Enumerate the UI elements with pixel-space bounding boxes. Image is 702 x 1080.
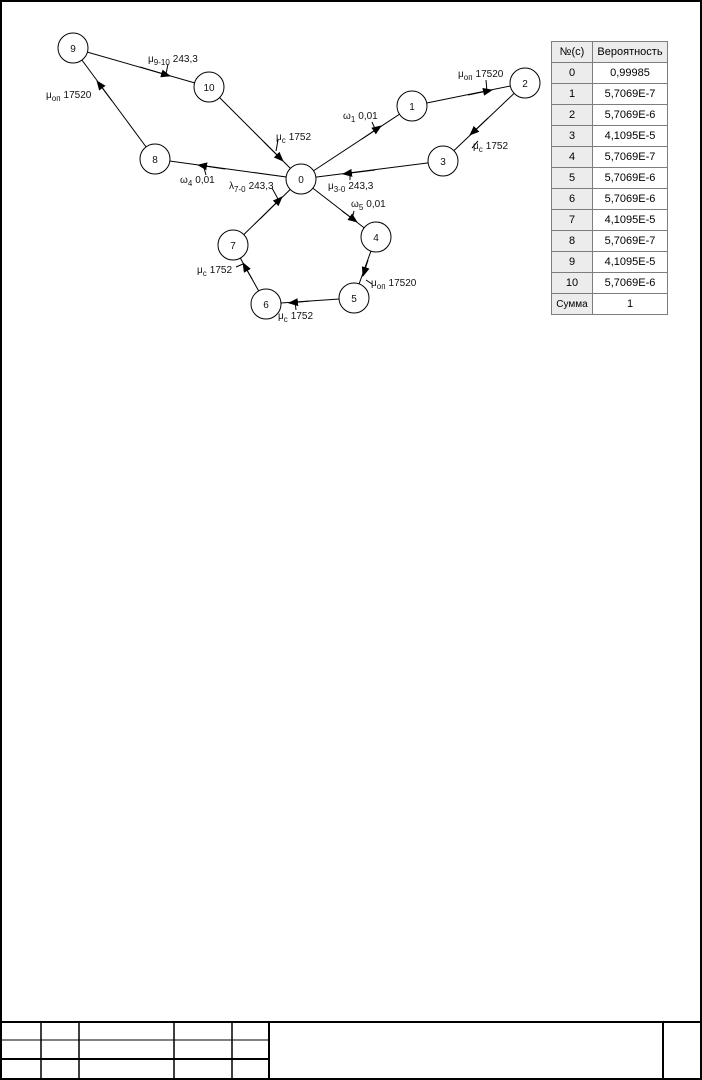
arrow-7-0	[260, 197, 282, 219]
label-mu-c-7: $\mu_c$ 1752	[197, 265, 233, 278]
label-omega-5: $\omega_5$ 0,01	[351, 199, 386, 212]
label-lambda-7-0: $\lambda_{7-0}$ 243,3	[229, 181, 274, 194]
label-mu-on-5: $\mu_{оп}$ 17520	[371, 278, 417, 291]
svg-text:10: 10	[203, 83, 215, 94]
table-row	[552, 105, 668, 126]
state-cell: 8	[552, 231, 593, 252]
svg-text:5: 5	[351, 294, 357, 305]
probability-cell: 4,1095E-5	[593, 126, 668, 147]
state-cell: 3	[552, 126, 593, 147]
arrow-1-2	[468, 90, 492, 95]
arrow-2-3	[470, 118, 488, 135]
title-block	[0, 1021, 702, 1080]
table-row	[552, 147, 668, 168]
svg-text:4: 4	[373, 233, 379, 244]
probability-cell: 5,7069E-7	[593, 231, 668, 252]
table-row	[552, 231, 668, 252]
probability-cell: 5,7069E-7	[593, 84, 668, 105]
table-row	[552, 126, 668, 147]
probability-cell: 5,7069E-6	[593, 168, 668, 189]
probability-cell: 5,7069E-7	[593, 147, 668, 168]
state-cell: 0	[552, 63, 593, 84]
svg-text:2: 2	[522, 79, 528, 90]
state-cell: 10	[552, 273, 593, 294]
label-mu-c-10: $\mu_c$ 1752	[276, 132, 312, 145]
table-row	[552, 189, 668, 210]
node-2	[510, 68, 540, 98]
label-mu-on-9: $\mu_{оп}$ 17520	[46, 90, 92, 103]
node-7	[218, 230, 248, 260]
table-row	[552, 63, 668, 84]
table-header-row	[552, 42, 668, 63]
state-cell: 5	[552, 168, 593, 189]
arrow-0-8	[198, 165, 225, 169]
node-6	[251, 289, 281, 319]
table-row	[552, 84, 668, 105]
sum-value: 1	[593, 294, 668, 315]
table-row	[552, 273, 668, 294]
svg-text:6: 6	[263, 300, 269, 311]
label-mu-c-6: $\mu_c$ 1752	[278, 311, 314, 324]
table-row	[552, 168, 668, 189]
node-1	[397, 91, 427, 121]
edge-8-9	[73, 48, 155, 159]
svg-text:7: 7	[230, 241, 236, 252]
label-mu-c-3: $\mu_c$ 1752	[473, 141, 509, 154]
svg-text:9: 9	[70, 44, 76, 55]
node-4	[361, 222, 391, 252]
probability-cell: 5,7069E-6	[593, 105, 668, 126]
edge-0-1	[301, 106, 412, 179]
state-cell: 9	[552, 252, 593, 273]
label-omega-1: $\omega_1$ 0,01	[343, 111, 378, 124]
node-3	[428, 146, 458, 176]
label-mu-on-2: $\mu_{оп}$ 17520	[458, 69, 504, 82]
edge-labels	[46, 54, 508, 324]
table-row	[552, 252, 668, 273]
node-5	[339, 283, 369, 313]
label-mu-9-10: $\mu_{9-10}$ 243,3	[148, 54, 198, 67]
arrow-8-9	[97, 81, 112, 101]
svg-text:3: 3	[440, 157, 446, 168]
state-cell: 2	[552, 105, 593, 126]
node-0	[286, 164, 316, 194]
probability-cell: 4,1095E-5	[593, 252, 668, 273]
svg-text:8: 8	[152, 155, 158, 166]
edge-0-8	[155, 159, 301, 179]
state-cell: 1	[552, 84, 593, 105]
probability-cell: 5,7069E-6	[593, 189, 668, 210]
arrow-4-5	[363, 260, 368, 276]
label-omega-4: $\omega_4$ 0,01	[180, 175, 215, 188]
arrow-10-0	[264, 142, 283, 161]
probability-cell: 5,7069E-6	[593, 273, 668, 294]
arrow-9-10	[140, 67, 170, 76]
arrow-0-4	[342, 211, 357, 222]
node-8	[140, 144, 170, 174]
column-header-probability: Вероятность	[593, 42, 668, 63]
arrow-0-1	[362, 126, 381, 139]
probability-cell: 4,1095E-5	[593, 210, 668, 231]
sum-label: Сумма	[552, 294, 593, 315]
label-mu-3-0: $\mu_{3-0}$ 243,3	[328, 181, 374, 194]
edge-10-0	[209, 87, 301, 179]
state-cell: 6	[552, 189, 593, 210]
column-header-state: №(c)	[552, 42, 593, 63]
svg-text:0: 0	[298, 175, 304, 186]
table-row	[552, 210, 668, 231]
sum-row	[552, 294, 668, 315]
probability-table	[551, 41, 668, 315]
arrow-3-0	[343, 170, 375, 174]
state-cell: 4	[552, 147, 593, 168]
node-10	[194, 72, 224, 102]
arrow-6-7	[243, 263, 252, 279]
svg-text:1: 1	[409, 102, 415, 113]
state-cell: 7	[552, 210, 593, 231]
node-9	[58, 33, 88, 63]
probability-cell: 0,99985	[593, 63, 668, 84]
